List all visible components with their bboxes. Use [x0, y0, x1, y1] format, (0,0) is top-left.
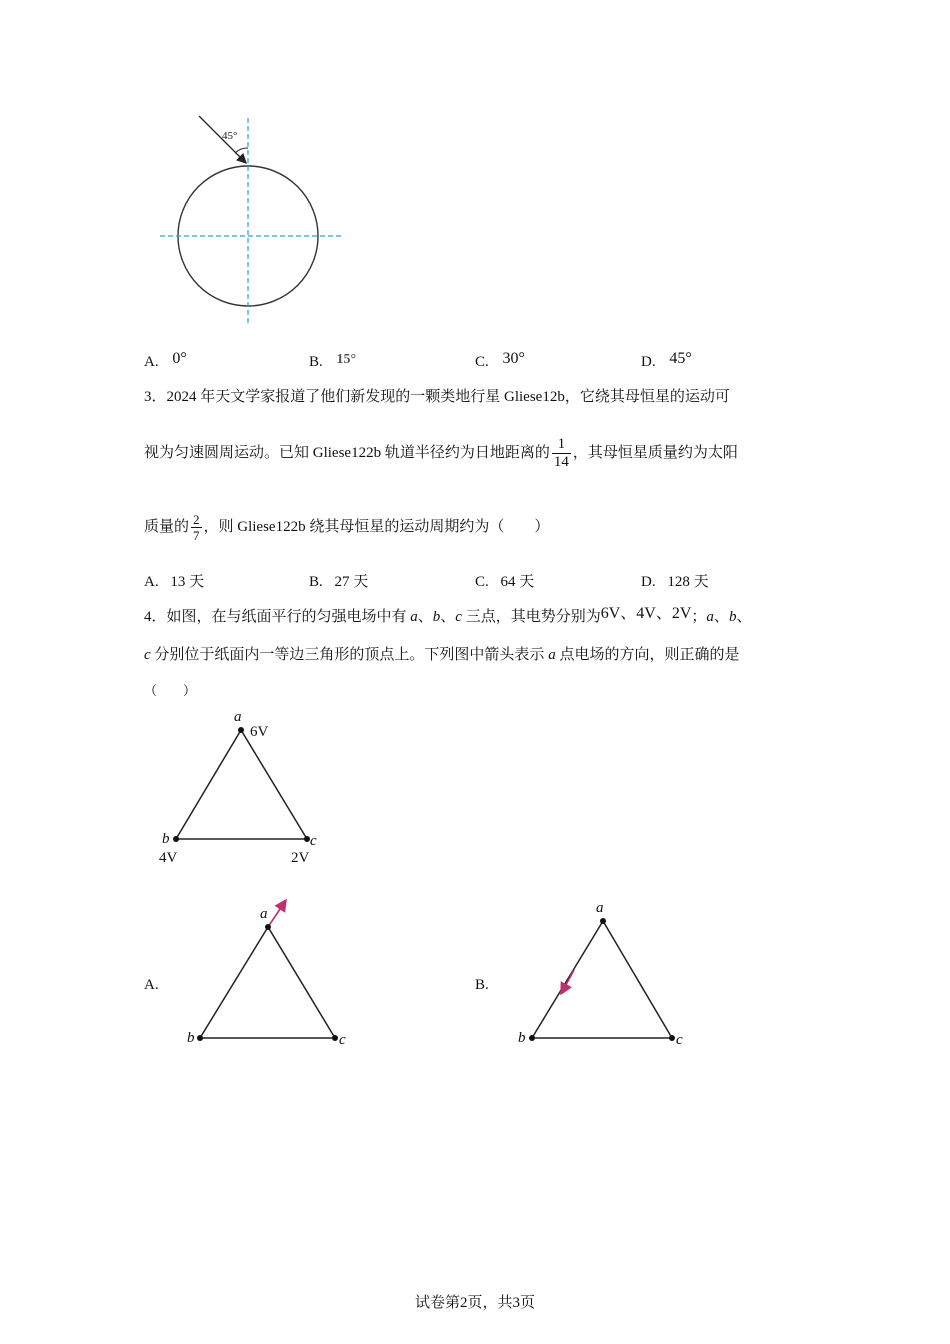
- q4-option-a-letter[interactable]: A.: [144, 977, 159, 993]
- q2-circle-figure: [150, 110, 350, 330]
- q3-stem-line3: [144, 510, 549, 544]
- q3-option-c[interactable]: [475, 572, 534, 592]
- option-value: 64 天: [500, 574, 535, 590]
- field-direction-arrow: [561, 970, 574, 994]
- q4-text: 三点，其电势分别为: [461, 609, 601, 625]
- q2-option-b[interactable]: [309, 352, 356, 373]
- q2-option-d[interactable]: [641, 352, 692, 372]
- fraction-numerator: 1: [557, 436, 566, 453]
- q4-text: ；: [691, 609, 707, 625]
- q4-text: 4．如图，在与纸面平行的匀强电场中有: [144, 609, 411, 625]
- angle-label: 45°: [222, 130, 238, 142]
- vertex-a-label: a: [596, 900, 604, 916]
- q2-option-c[interactable]: [475, 352, 525, 372]
- q4-text: 、: [440, 609, 456, 625]
- q3-text: ，则 Gliese122b 绕其母恒星的运动周期约为（ ）: [203, 519, 550, 535]
- vertex-a-label: a: [260, 906, 268, 922]
- q3-text: 视为匀速圆周运动。已知 Gliese122b 轨道半径约为日地距离的: [144, 445, 550, 461]
- vertex-a-dot: [265, 924, 271, 930]
- option-letter: A.: [144, 354, 159, 370]
- vertex-b-dot: [529, 1035, 535, 1041]
- q4-option-b-letter[interactable]: B.: [475, 977, 489, 993]
- q3-option-a[interactable]: [144, 572, 204, 592]
- angle-arc: [235, 148, 248, 153]
- fraction-2-7: [191, 512, 202, 543]
- vertex-b-dot: [197, 1035, 203, 1041]
- q3-text: 质量的: [144, 519, 190, 535]
- vertex-b-label: b: [518, 1030, 526, 1046]
- q3-stem-line1: 3．2024 年天文学家报道了他们新发现的一颗类地行星 Gliese12b，它绕其母恒星的运动可: [144, 389, 730, 405]
- fraction-numerator: 2: [193, 512, 200, 528]
- triangle: [200, 927, 335, 1038]
- var-b: b: [728, 609, 737, 625]
- option-letter: D.: [641, 574, 656, 590]
- q4-stem-line1: [144, 607, 751, 627]
- option-letter: C.: [475, 354, 489, 370]
- q4-option-a-figure[interactable]: [180, 890, 360, 1055]
- vertex-c-label: c: [676, 1032, 683, 1048]
- var-a: a: [706, 609, 714, 625]
- vertex-c-dot: [669, 1035, 675, 1041]
- option-value: 0°: [172, 350, 187, 367]
- vertex-a-potential: 6V: [250, 724, 269, 740]
- option-letter: B.: [309, 354, 323, 370]
- var-a: a: [410, 609, 418, 625]
- vertex-b-potential: 4V: [159, 850, 178, 866]
- vertex-b-label: b: [187, 1030, 195, 1046]
- page-footer: 试卷第2页，共3页: [414, 1295, 535, 1311]
- var-b: b: [432, 609, 441, 625]
- vertex-b-label: b: [162, 831, 170, 847]
- q4-option-b-figure[interactable]: [510, 890, 690, 1055]
- fraction-denominator: 14: [553, 454, 569, 471]
- option-value: 45°: [669, 350, 692, 367]
- option-value: 30°: [502, 350, 525, 367]
- option-value: 128 天: [667, 574, 709, 590]
- option-value: 13 天: [170, 574, 205, 590]
- option-value: 27 天: [334, 574, 369, 590]
- q4-text: 、: [736, 609, 752, 625]
- vertex-a-dot: [238, 727, 244, 733]
- q4-text: 、: [713, 609, 729, 625]
- q3-option-b[interactable]: [309, 572, 368, 592]
- field-direction-arrow: [268, 900, 286, 927]
- fraction-1-14: [552, 436, 571, 471]
- vertex-a-label: a: [234, 709, 242, 725]
- triangle: [532, 921, 672, 1038]
- q4-text: 点电场的方向，则正确的是: [555, 647, 740, 663]
- var-c: c: [144, 647, 151, 663]
- var-a: a: [548, 647, 556, 663]
- q4-text: 、: [417, 609, 433, 625]
- var-c: c: [455, 609, 462, 625]
- option-letter: A.: [144, 574, 159, 590]
- vertex-c-label: c: [310, 833, 317, 849]
- q2-option-a[interactable]: [144, 352, 187, 372]
- vertex-c-dot: [332, 1035, 338, 1041]
- option-value: 15°: [336, 352, 357, 367]
- q3-text: ，其母恒星质量约为太阳: [572, 445, 738, 461]
- vertex-b-dot: [173, 836, 179, 842]
- option-letter: B.: [309, 574, 323, 590]
- vertex-c-potential: 2V: [291, 850, 310, 866]
- vertex-c-label: c: [339, 1032, 346, 1048]
- vertex-a-dot: [600, 918, 606, 924]
- potential-values: 6V、4V、2V: [600, 605, 692, 622]
- fraction-denominator: 7: [193, 528, 200, 544]
- q3-stem-line2: [144, 436, 738, 471]
- q4-main-triangle-figure: [150, 705, 350, 870]
- triangle: [176, 730, 307, 839]
- option-letter: D.: [641, 354, 656, 370]
- q4-text: 分别位于纸面内一等边三角形的顶点上。下列图中箭头表示: [150, 647, 549, 663]
- option-letter: C.: [475, 574, 489, 590]
- q4-stem-line3: （ ）: [144, 683, 197, 698]
- q4-stem-line2: [144, 645, 739, 665]
- q3-option-d[interactable]: [641, 572, 709, 592]
